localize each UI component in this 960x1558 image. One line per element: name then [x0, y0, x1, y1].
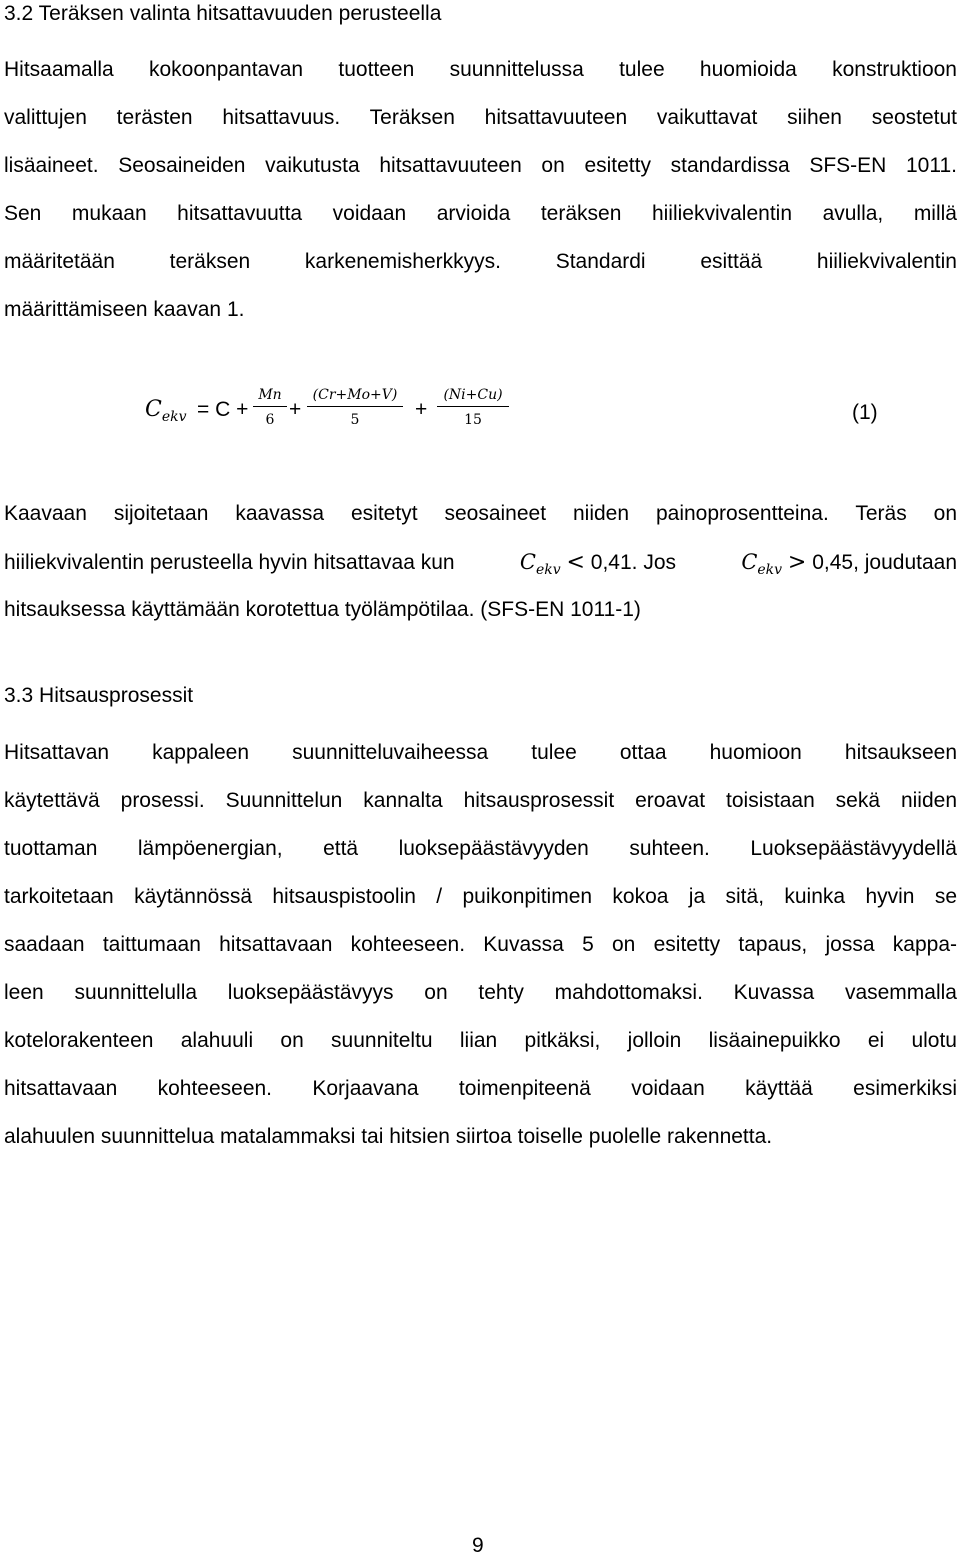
paragraph-line: määritetään teräksen karkenemisherkkyys. Standardi esittää hiiliekvivalentin	[4, 250, 957, 273]
formula-equals-c: = C +	[197, 398, 249, 421]
text-segment: 0,45, joudutaan	[812, 551, 957, 574]
paragraph-line: tarkoitetaan käytännössä hitsauspistoolin / puikonpitimen kokoa ja sitä, kuinka hyvin se	[4, 885, 957, 908]
equation-number: (1)	[852, 401, 878, 424]
paragraph-line: käytettävä prosessi. Suunnittelun kannalta hitsausprosessit eroavat toisistaan sekä niiden	[4, 789, 957, 812]
paragraph-line: Kaavaan sijoitetaan kaavassa esitetyt seosaineet niiden painoprosentteina. Teräs on	[4, 502, 957, 525]
paragraph-line: alahuulen suunnittelua matalammaksi tai hitsien siirtoa toiselle puolelle rakennetta.	[4, 1125, 773, 1148]
formula-lhs-symbol: C	[145, 397, 162, 422]
formula-plus: +	[415, 398, 428, 421]
math-subscript: ekv	[535, 562, 561, 578]
math-symbol: C	[741, 550, 758, 574]
text-segment: 0,41. Jos	[590, 551, 677, 574]
paragraph-line: hitsauksessa käyttämään korotettua työlämpötilaa. (SFS-EN 1011-1)	[4, 598, 641, 621]
formula-fraction-ni-cu	[437, 386, 509, 430]
fraction-denominator: 15	[464, 412, 482, 428]
paragraph-line: lisäaineet. Seosaineiden vaikutusta hitsattavuuteen on esitetty standardissa SFS-EN 1011.	[4, 154, 957, 177]
paragraph-line: valittujen terästen hitsattavuus. Teräksen hitsattavuuteen vaikuttavat siihen seostetut	[4, 106, 957, 129]
formula-lhs	[145, 396, 187, 425]
fraction-numerator: Mn	[258, 387, 282, 403]
page-number: 9	[472, 1534, 484, 1557]
section-heading-3-3: 3.3 Hitsausprosessit	[4, 684, 194, 707]
formula-fraction-mn	[253, 386, 287, 430]
paragraph-line: Sen mukaan hitsattavuutta voidaan arvioida teräksen hiiliekvivalentin avulla, millä	[4, 202, 957, 225]
paragraph-line: määrittämiseen kaavan 1.	[4, 298, 245, 321]
math-subscript: ekv	[757, 562, 783, 578]
section-heading-3-2: 3.2 Teräksen valinta hitsattavuuden perusteella	[4, 2, 442, 25]
fraction-denominator: 6	[265, 412, 275, 428]
fraction-numerator: (Ni+Cu)	[443, 387, 503, 403]
paragraph-formula-explanation	[4, 490, 957, 634]
fraction-numerator: (Cr+Mo+V)	[312, 387, 398, 403]
formula-plus: +	[289, 398, 302, 421]
paragraph-line: leen suunnittelulla luoksepäästävyys on tehty mahdottomaksi. Kuvassa vasemmalla	[4, 981, 957, 1004]
math-relation: >	[787, 550, 807, 575]
paragraph-line-with-math	[4, 538, 957, 586]
inline-math-c-ekv-gt	[741, 538, 957, 594]
paragraph-line: saadaan taittumaan hitsattavaan kohteeseen. Kuvassa 5 on esitetty tapaus, jossa kappa-	[4, 933, 957, 956]
paragraph-line: kotelorakenteen alahuuli on suunniteltu liian pitkäksi, jolloin lisäainepuikko ei ulotu	[4, 1029, 957, 1052]
math-symbol: C	[519, 550, 536, 574]
paragraph-welding-processes	[4, 729, 957, 1161]
formula-lhs-subscript: ekv	[161, 409, 187, 425]
paragraph-line: Hitsattavan kappaleen suunnitteluvaiheessa tulee ottaa huomioon hitsaukseen	[4, 741, 957, 764]
text-segment: hiiliekvivalentin perusteella hyvin hitsattavaa kun	[4, 551, 455, 574]
paragraph-line: Hitsaamalla kokoonpantavan tuotteen suunnittelussa tulee huomioida konstruktioon	[4, 58, 957, 81]
fraction-denominator: 5	[350, 412, 360, 428]
formula-fraction-cr-mo-v	[307, 386, 403, 430]
paragraph-line: tuottaman lämpöenergian, että luoksepäästävyyden suhteen. Luoksepäästävyydellä	[4, 837, 957, 860]
paragraph-steel-selection	[4, 46, 957, 334]
paragraph-line: hitsattavaan kohteeseen. Korjaavana toimenpiteenä voidaan käyttää esimerkiksi	[4, 1077, 957, 1100]
math-relation: <	[566, 550, 585, 575]
